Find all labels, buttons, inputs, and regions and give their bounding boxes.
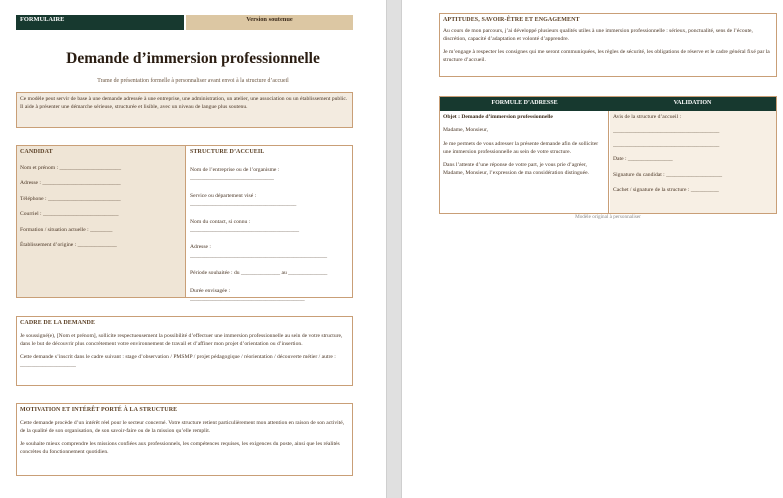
aptitudes-paragraph-2: Je m’engage à respecter les consignes qui me seront communiquées, les règles de sécurité, les obligations de réserve et le cadre général fixé par la structure d’accueil. xyxy=(443,48,770,64)
structure-field-period-label: Période souhaitée : du ______________ au ______________ xyxy=(190,270,328,277)
page-subtitle: Trame de présentation formelle à personnaliser avant envoi à la structure d’accueil xyxy=(97,78,289,84)
intro-note xyxy=(16,92,353,128)
structure-field-duration-label: Durée envisagée : xyxy=(190,287,231,294)
letter-salutation: Madame, Monsieur, xyxy=(443,127,488,134)
candidat-field-phone[interactable]: Téléphone : __________________________ xyxy=(20,195,121,202)
validation-date[interactable]: Date : ________________ xyxy=(613,156,673,163)
aptitudes-heading: APTITUDES, SAVOIR-ÊTRE ET ENGAGEMENT xyxy=(443,17,580,23)
document-page-1 xyxy=(0,0,386,498)
structure-field-duration-line: _________________________________________ xyxy=(190,295,305,302)
structure-field-org[interactable] xyxy=(190,166,349,183)
motivation-paragraph-2: Je souhaite mieux comprendre les missions confiées aux professionnels, les compétences requises, les exigences du poste, ainsi que les réalités concrètes du fonctionnement quotidien. xyxy=(20,440,340,456)
candidat-column xyxy=(17,146,186,297)
header-right-label: Version soutenue xyxy=(246,16,293,23)
structure-field-period[interactable] xyxy=(190,269,349,277)
validation-avis-label: Avis de la structure d’accueil : xyxy=(613,114,682,120)
footnote: Modèle original à personnaliser xyxy=(575,214,641,220)
cadre-paragraph-1: Je soussigné(e), [Nom et prénom], sollicite respectueusement la possibilité d’effectuer une immersion professionnelle au sein de votre structure, dans le but de découvrir plus concrètement votre environnement de travail et d’affiner mon projet d’orientation ou d’insertion. xyxy=(20,333,343,348)
structure-column xyxy=(187,146,352,302)
header-band-left xyxy=(16,15,184,30)
intro-text: Ce modèle peut servir de base à une demande adressée à une entreprise, une administration, un atelier, une association ou un établissement public. Il aide à présenter une démarche sérieuse, structurée et lisible, avec un niveau de langue plus soutenu. xyxy=(20,96,348,111)
cadre-heading: CADRE DE LA DEMANDE xyxy=(20,320,96,326)
page-gutter xyxy=(386,0,402,498)
document-page-2 xyxy=(402,0,783,498)
letter-object: Objet : Demande d’immersion professionnelle xyxy=(443,114,553,120)
table-header-address-label: FORMULE D’ADRESSE xyxy=(491,100,558,106)
header-left-label: FORMULAIRE xyxy=(20,16,65,23)
letter-table xyxy=(439,96,777,214)
candidat-field-name[interactable]: Nom et prénom : ______________________ xyxy=(20,165,121,171)
table-header-validation xyxy=(609,97,776,111)
candidat-heading: CANDIDAT xyxy=(20,149,53,155)
validation-avis-line-2[interactable]: ______________________________________ xyxy=(613,141,720,148)
validation-avis-line-1[interactable]: ______________________________________ xyxy=(613,128,720,135)
candidat-field-email[interactable]: Courriel : ___________________________ xyxy=(20,211,119,218)
cadre-paragraph-2: Cette demande s’inscrit dans le cadre suivant : stage d’observation / PMSMP / projet pédagogique / réorientation / découverte métier / autre : ____________________ xyxy=(20,353,336,369)
header-band-right xyxy=(186,15,353,30)
structure-field-address-line: _________________________________________________ xyxy=(190,252,328,259)
letter-body-1: Je me permets de vous adresser la présente demande afin de solliciter une immersion professionnelle au sein de votre structure. xyxy=(443,140,599,156)
validation-cachet[interactable]: Cachet / signature de la structure : __________ xyxy=(613,186,719,193)
table-header-validation-label: VALIDATION xyxy=(673,100,712,106)
structure-field-service[interactable] xyxy=(190,192,349,209)
structure-field-org-line: ______________________________ xyxy=(190,175,274,182)
structure-field-address-label: Adresse : xyxy=(190,244,211,251)
motivation-paragraph-1: Cette demande procède d’un intérêt réel pour le secteur concerné. Votre structure retient particulièrement mon attention en raison de son activité, de la qualité de son organisation, de son savoir-faire ou de la mission qu’elle remplit. xyxy=(20,420,345,435)
aptitudes-section xyxy=(439,13,777,77)
cadre-section xyxy=(16,316,353,386)
structure-field-duration[interactable] xyxy=(190,287,349,304)
table-cell-validation xyxy=(610,111,776,213)
candidat-field-address[interactable]: Adresse : ____________________________ xyxy=(20,180,121,187)
structure-field-address[interactable] xyxy=(190,243,349,260)
page-title: Demande d’immersion professionnelle xyxy=(66,50,320,67)
motivation-heading: MOTIVATION ET INTÉRÊT PORTÉ À LA STRUCTURE xyxy=(20,407,178,413)
structure-field-contact-label: Nom du contact, si connu : xyxy=(190,218,251,225)
validation-signature[interactable]: Signature du candidat : ____________________ xyxy=(613,171,723,178)
letter-body-2: Dans l’attente d’une réponse de votre part, je vous prie d’agréer, Madame, Monsieur, l’expression de ma considération distinguée. xyxy=(443,161,589,176)
structure-field-contact[interactable] xyxy=(190,218,349,235)
table-cell-address xyxy=(440,111,609,213)
structure-field-service-label: Service ou département visé : xyxy=(190,192,257,199)
structure-field-contact-line: _______________________________________ xyxy=(190,226,300,233)
identity-section xyxy=(16,145,353,302)
structure-field-service-line: ______________________________________ xyxy=(190,201,297,208)
table-header-address xyxy=(440,97,609,111)
motivation-section xyxy=(16,403,353,476)
aptitudes-paragraph-1: Au cours de mon parcours, j’ai développé plusieurs qualités utiles à une immersion professionnelle : sérieux, ponctualité, sens de l’écoute, discrétion, capacité d’adaptation et volonté d’apprendre. xyxy=(443,28,753,43)
structure-heading: STRUCTURE D’ACCUEIL xyxy=(190,149,265,155)
candidat-field-formation[interactable]: Formation / situation actuelle : ________ xyxy=(20,226,113,233)
candidat-field-school[interactable]: Établissement d’origine : ______________ xyxy=(20,241,117,248)
structure-field-org-label: Nom de l’entreprise ou de l’organisme : xyxy=(190,167,280,173)
